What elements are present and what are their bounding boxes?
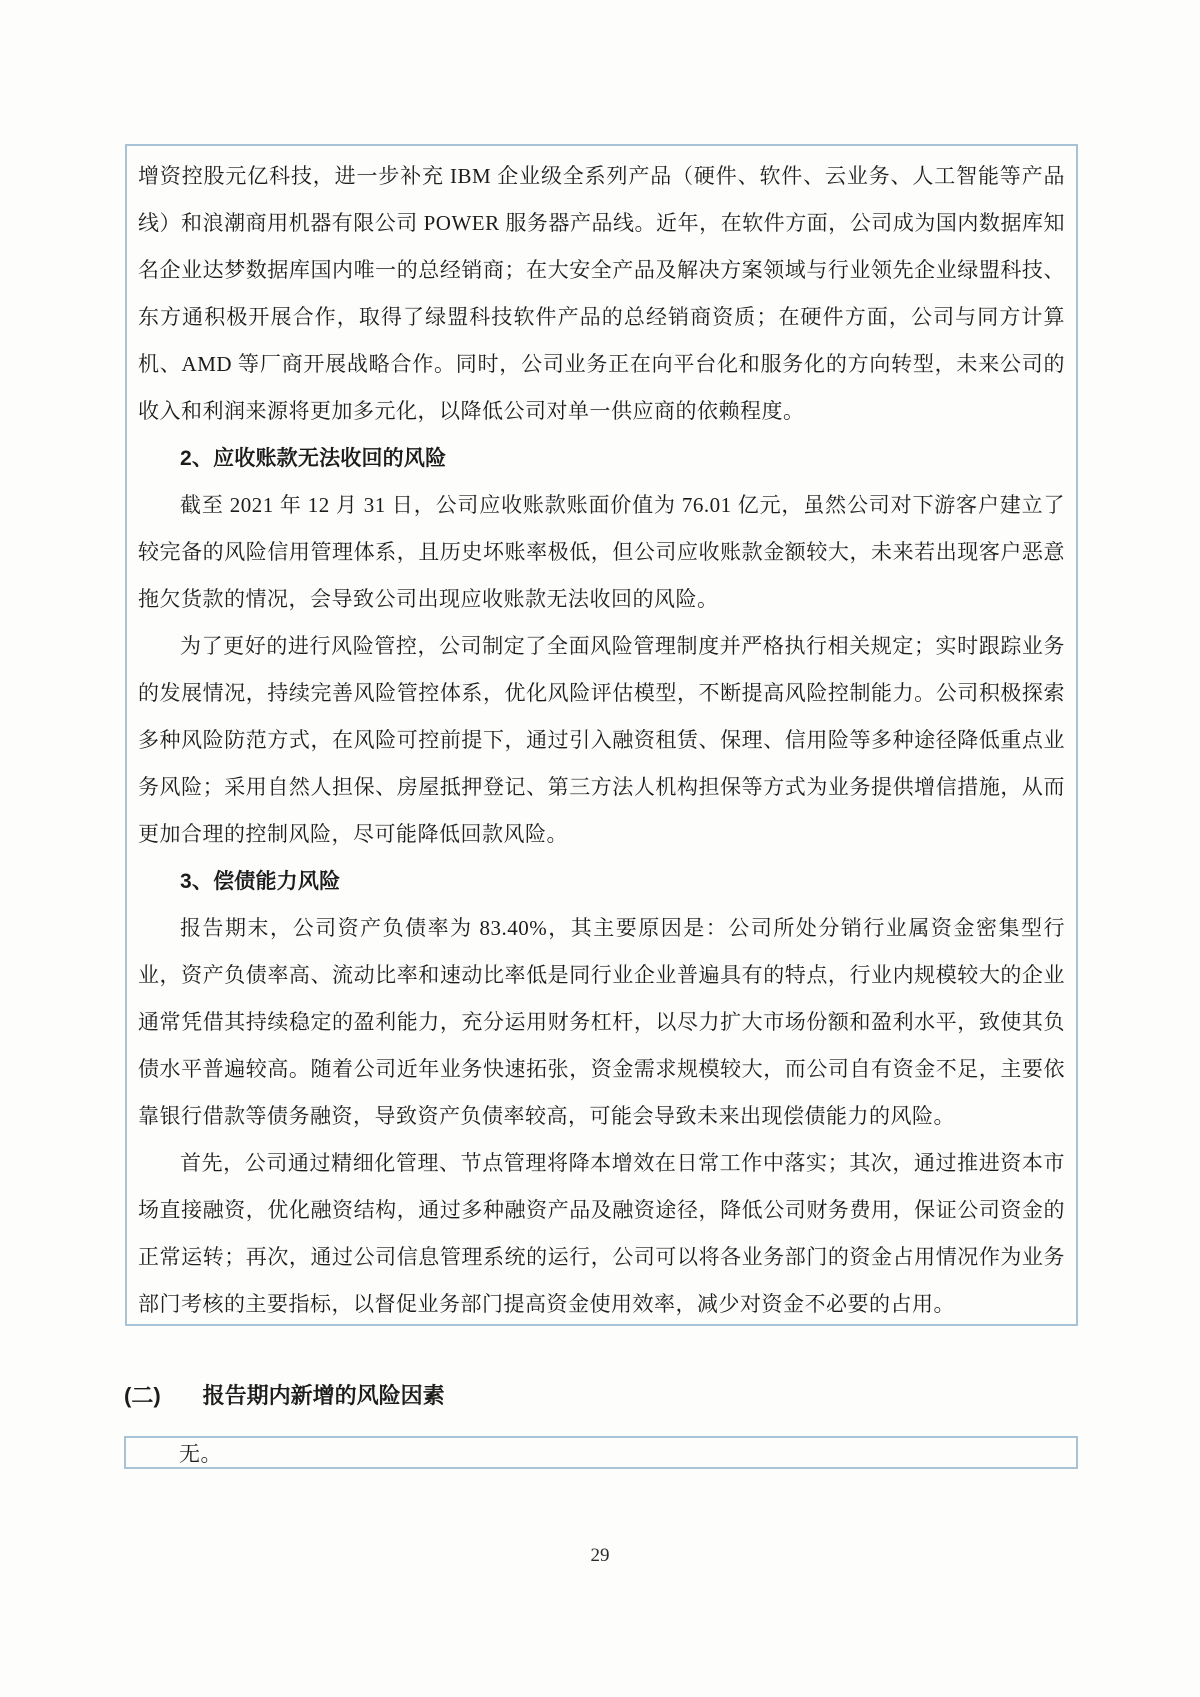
page-number: 29 [590,1545,610,1566]
section-number: (二) [124,1383,161,1408]
none-text: 无。 [179,1441,222,1466]
paragraph-supplier-dependence: 增资控股元亿科技，进一步补充 IBM 企业级全系列产品（硬件、软件、云业务、人工智能等产品线）和浪潮商用机器有限公司 POWER 服务器产品线。近年，在软件方面，公司成为国内数据库知名企业达梦数据库国内唯一的总经销商；在大安全产品及解决方案领域与行业领先企业绿盟科技、东方通积极开展合作，取得了绿盟科技软件产品的总经销商资质；在硬件方面，公司与同方计算机、AMD 等厂商开展战略合作。同时，公司业务正在向平台化和服务化的方向转型，未来公司的收入和利润来源将更加多元化，以降低公司对单一供应商的依赖程度。 [138,164,1065,423]
paragraph-solvency-measures: 首先，公司通过精细化管理、节点管理将降本增效在日常工作中落实；其次，通过推进资本市场直接融资，优化融资结构，通过多种融资产品及融资途径，降低公司财务费用，保证公司资金的正常运转；再次，通过公司信息管理系统的运行，公司可以将各业务部门的资金占用情况作为业务部门考核的主要指标，以督促业务部门提高资金使用效率，减少对资金不必要的占用。 [138,1151,1065,1316]
new-risk-factors-box [124,1436,1078,1469]
risk-heading-receivables: 2、应收账款无法收回的风险 [180,447,447,470]
section-heading-new-risks [124,1382,445,1410]
paragraph-receivables-risk: 截至 2021 年 12 月 31 日，公司应收账款账面价值为 76.01 亿元，虽然公司对下游客户建立了较完备的风险信用管理体系，且历史坏账率极低，但公司应收账款金额较大，未来若出现客户恶意拖欠货款的情况，会导致公司出现应收账款无法收回的风险。 [138,493,1065,611]
paragraph-risk-control-measures: 为了更好的进行风险管控，公司制定了全面风险管理制度并严格执行相关规定；实时跟踪业务的发展情况，持续完善风险管控体系，优化风险评估模型，不断提高风险控制能力。公司积极探索多种风险防范方式，在风险可控前提下，通过引入融资租赁、保理、信用险等多种途径降低重点业务风险；采用自然人担保、房屋抵押登记、第三方法人机构担保等方式为业务提供增信措施，从而更加合理的控制风险，尽可能降低回款风险。 [138,634,1065,846]
risk-factors-text-box [125,144,1078,1326]
section-title: 报告期内新增的风险因素 [202,1383,445,1408]
paragraph-solvency-risk: 报告期末，公司资产负债率为 83.40%，其主要原因是：公司所处分销行业属资金密集型行业，资产负债率高、流动比率和速动比率低是同行业企业普遍具有的特点，行业内规模较大的企业通常凭借其持续稳定的盈利能力，充分运用财务杠杆，以尽力扩大市场份额和盈利水平，致使其负债水平普遍较高。随着公司近年业务快速拓张，资金需求规模较大，而公司自有资金不足，主要依靠银行借款等债务融资，导致资产负债率较高，可能会导致未来出现偿债能力的风险。 [138,916,1065,1128]
risk-heading-solvency: 3、偿债能力风险 [180,870,341,893]
